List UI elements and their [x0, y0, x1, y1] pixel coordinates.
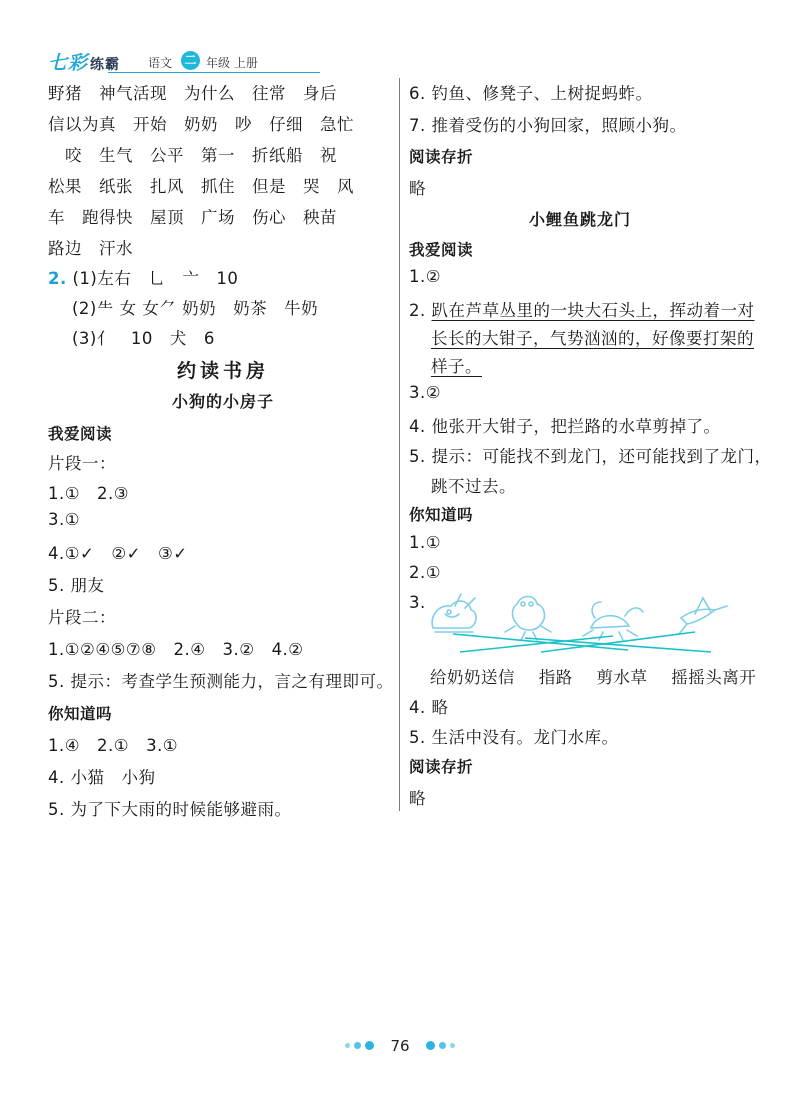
page-footer [0, 1036, 800, 1055]
dot-icon [354, 1042, 361, 1049]
grade-badge: 二 [181, 51, 200, 70]
store-section-title: 阅读存折 [409, 148, 474, 166]
q2-line-3: (3)⺅ 10 犬 6 [72, 329, 215, 348]
know-answer-2-3-label: 3. [409, 593, 426, 612]
brand-logo: 七彩 练霸 [48, 52, 121, 74]
know-answer-2-4: 4. 略 [409, 698, 449, 717]
fragment-1-answer-3: 3.① [48, 510, 81, 529]
page-number: 76 [390, 1036, 410, 1055]
fragment-2-answer-5: 5. 提示：考查学生预测能力，言之有理即可。 [48, 672, 394, 691]
header-rule [108, 72, 320, 73]
q2-line-2: (2)⺧ 女 女⺈ 奶奶 奶茶 牛奶 [72, 299, 319, 318]
read-answer-2-line-3: 样子。 [431, 357, 482, 376]
story-title: 小狗的小房子 [171, 392, 274, 411]
read-answer-3: 3.② [409, 383, 442, 402]
word-line-5: 车 跑得快 屋顶 广场 伤心 秧苗 [48, 208, 337, 227]
story-title-2: 小鲤鱼跳龙门 [528, 210, 631, 229]
know-answer-2-5: 5. 生活中没有。龙门水库。 [409, 728, 619, 747]
read-section-title: 我爱阅读 [48, 425, 113, 443]
grandma-picture [432, 594, 476, 632]
dot-icon [439, 1042, 446, 1049]
frog-picture [505, 597, 551, 641]
subject-label: 语文 [148, 56, 173, 70]
fragment-1-answer-5: 5. 朋友 [48, 576, 105, 595]
know-answer-2-1: 1.① [409, 533, 442, 552]
matching-illustration [425, 588, 735, 654]
know-section-title-2: 你知道吗 [409, 506, 474, 524]
store-answer: 略 [409, 179, 426, 198]
read-answer-1: 1.② [409, 267, 442, 286]
store-answer-2: 略 [409, 789, 426, 808]
column-divider [399, 78, 400, 811]
dot-icon [426, 1041, 435, 1050]
know-answer-1: 1.④ 2.① 3.① [48, 736, 179, 755]
word-line-1: 野猪 神气活现 为什么 往常 身后 [48, 84, 337, 103]
know-answer-2-2: 2.① [409, 563, 442, 582]
read-section-title-2: 我爱阅读 [409, 241, 474, 259]
match-options [430, 664, 756, 688]
read-answer-5-line-2: 跳不过去。 [431, 477, 516, 496]
fragment-1-label: 片段一： [48, 454, 116, 473]
match-option-1: 给奶奶送信 [430, 668, 515, 687]
grade-label: 年级 上册 [206, 56, 258, 70]
q2-number: 2. [48, 269, 67, 288]
dot-icon [345, 1043, 350, 1048]
read-answer-5-line-1: 5. 提示：可能找不到龙门，还可能找到了龙门， [409, 447, 772, 466]
read-answer-2-line-1: 2. 趴在芦草丛里的一块大石头上，挥动着一对 [409, 301, 755, 320]
read-answer-2-line-2: 长长的大钳子，气势汹汹的，好像要打架的 [431, 329, 754, 348]
know-answer-4: 4. 小猫 小狗 [48, 768, 156, 787]
fragment-1-answer-1: 1.① 2.③ [48, 484, 130, 503]
word-line-2: 信以为真 开始 奶奶 吵 仔细 急忙 [48, 115, 354, 134]
word-line-3: 咬 生气 公平 第一 折纸船 祝 [48, 146, 337, 165]
fragment-1-answer-4: 4.①✓ ②✓ ③✓ [48, 544, 188, 563]
bird-picture [679, 598, 727, 634]
store-section-title-2: 阅读存折 [409, 758, 474, 776]
answer-6: 6. 钓鱼、修凳子、上树捉蚂蚱。 [409, 84, 653, 103]
fragment-2-label: 片段二： [48, 608, 116, 627]
fragment-2-answer-1: 1.①②④⑤⑦⑧ 2.④ 3.② 4.② [48, 640, 304, 659]
match-option-2: 指路 [538, 668, 573, 687]
know-answer-5: 5. 为了下大雨的时候能够避雨。 [48, 800, 292, 819]
read-answer-4: 4. 他张开大钳子，把拦路的水草剪掉了。 [409, 417, 721, 436]
word-line-6: 路边 汗水 [48, 239, 133, 258]
match-option-4: 摇摇头离开 [671, 668, 757, 687]
dot-icon [365, 1041, 374, 1050]
know-section-title: 你知道吗 [48, 705, 113, 723]
q2-line-1: 2. (1)左右 乚 亠 10 [48, 269, 239, 288]
section-title: 约读书房 [176, 360, 269, 382]
page-header [48, 48, 280, 74]
dot-icon [450, 1043, 455, 1048]
match-option-3: 剪水草 [596, 668, 648, 687]
answer-7: 7. 推着受伤的小狗回家，照顾小狗。 [409, 116, 687, 135]
crab-picture [583, 602, 643, 640]
word-line-4: 松果 纸张 扎风 抓住 但是 哭 风 [48, 177, 354, 196]
